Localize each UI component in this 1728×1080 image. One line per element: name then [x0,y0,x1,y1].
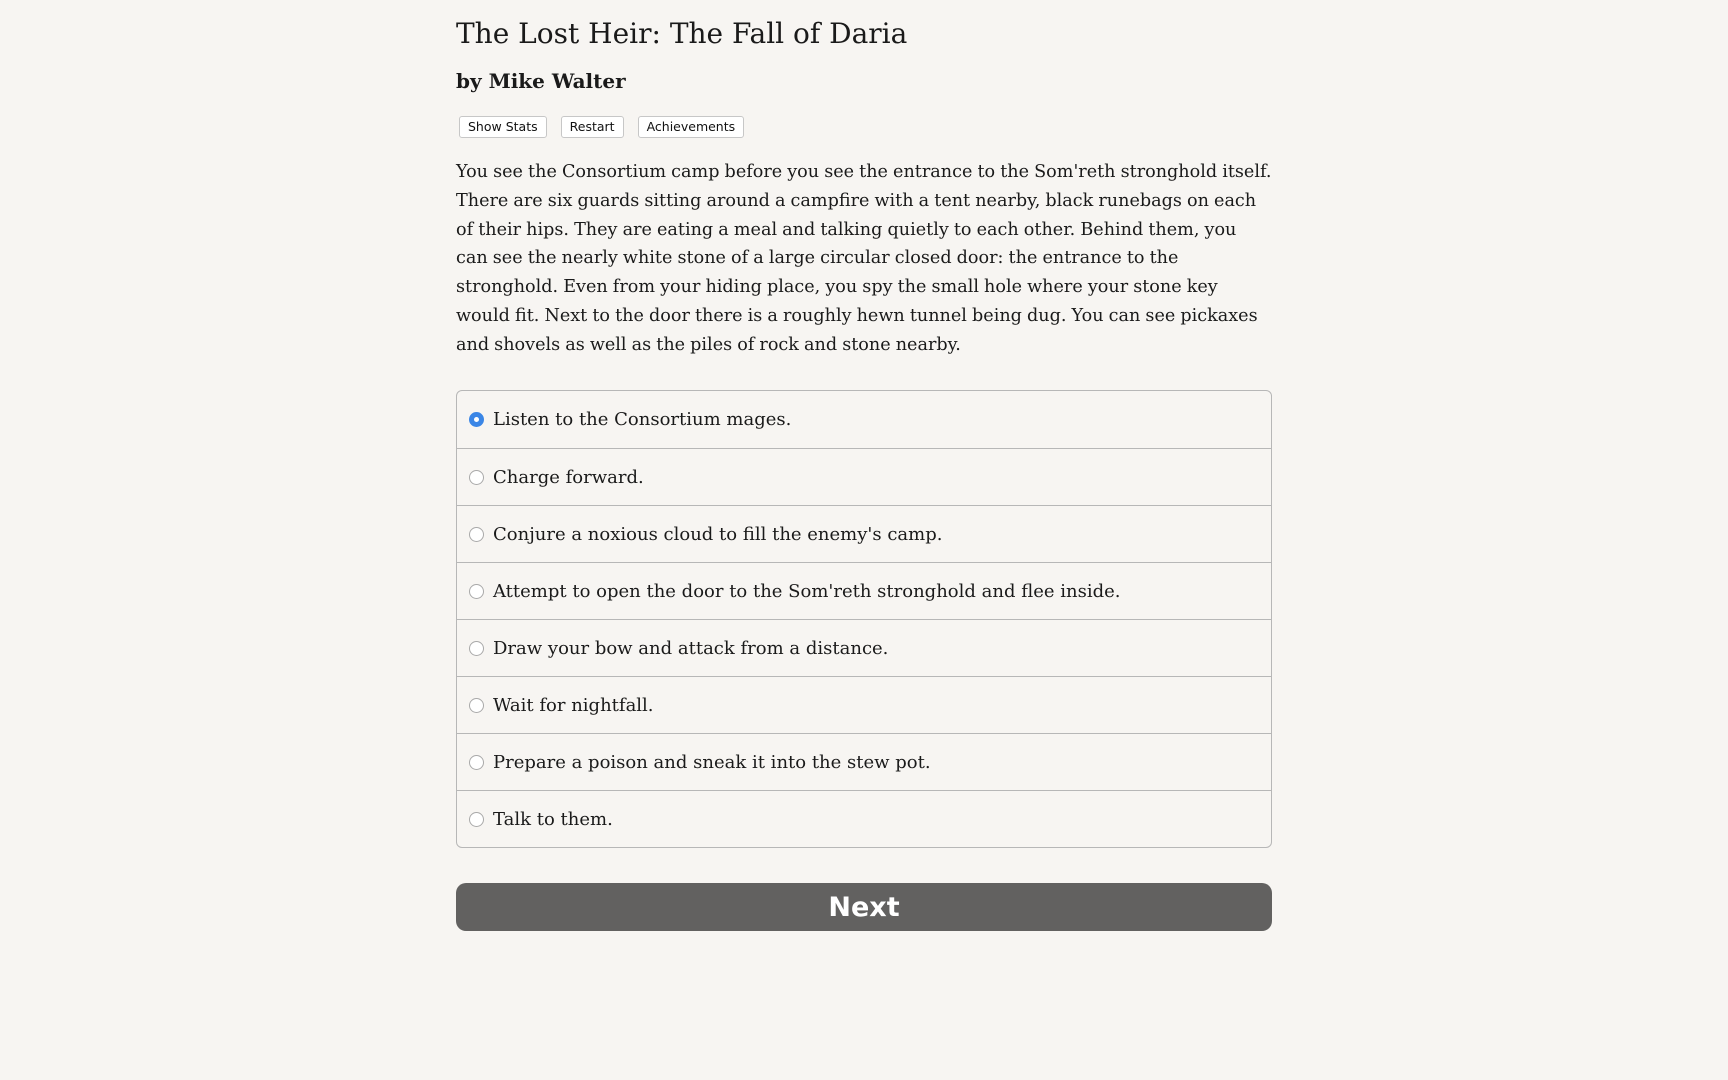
restart-button[interactable]: Restart [561,116,624,138]
radio-button[interactable] [469,755,484,770]
toolbar [459,116,744,138]
radio-button[interactable] [469,812,484,827]
choice-label: Prepare a poison and sneak it into the stew pot. [493,751,931,773]
achievements-button[interactable]: Achievements [638,116,745,138]
radio-button[interactable] [469,412,484,427]
choice-label: Charge forward. [493,466,644,488]
radio-button[interactable] [469,641,484,656]
radio-button[interactable] [469,584,484,599]
choice-label: Listen to the Consortium mages. [493,409,792,430]
radio-button[interactable] [469,698,484,713]
choice-label: Wait for nightfall. [493,694,654,716]
choice-option[interactable] [457,790,1271,847]
choice-option[interactable] [457,391,1271,448]
next-button[interactable]: Next [456,883,1272,931]
story-passage: You see the Consortium camp before you see the entrance to the Som'reth stronghold itself. There are six guards sitting around a campfire with a tent nearby, black runebags on each of their hips. They are eating a meal and talking quietly to each other. Behind them, you can see the nearly white stone of a large circular closed door: the entrance to the stronghold. Even from your hiding place, you spy the small hole where your stone key would fit. Next to the door there is a roughly hewn tunnel being dug. You can see pickaxes and shovels as well as the piles of rock and stone nearby. [456,162,1272,355]
radio-button[interactable] [469,527,484,542]
choice-option[interactable] [457,505,1271,562]
choice-list [456,390,1272,848]
choice-label: Conjure a noxious cloud to fill the enemy's camp. [493,523,943,545]
game-title: The Lost Heir: The Fall of Daria [456,17,908,50]
choice-option[interactable] [457,562,1271,619]
choice-label: Talk to them. [493,808,613,830]
choice-label: Draw your bow and attack from a distance. [493,637,889,659]
choice-option[interactable] [457,733,1271,790]
choice-option[interactable] [457,619,1271,676]
choice-option[interactable] [457,448,1271,505]
radio-button[interactable] [469,470,484,485]
show-stats-button[interactable]: Show Stats [459,116,547,138]
choice-label: Attempt to open the door to the Som'reth stronghold and flee inside. [493,580,1121,602]
choice-option[interactable] [457,676,1271,733]
game-author: by Mike Walter [456,69,626,93]
